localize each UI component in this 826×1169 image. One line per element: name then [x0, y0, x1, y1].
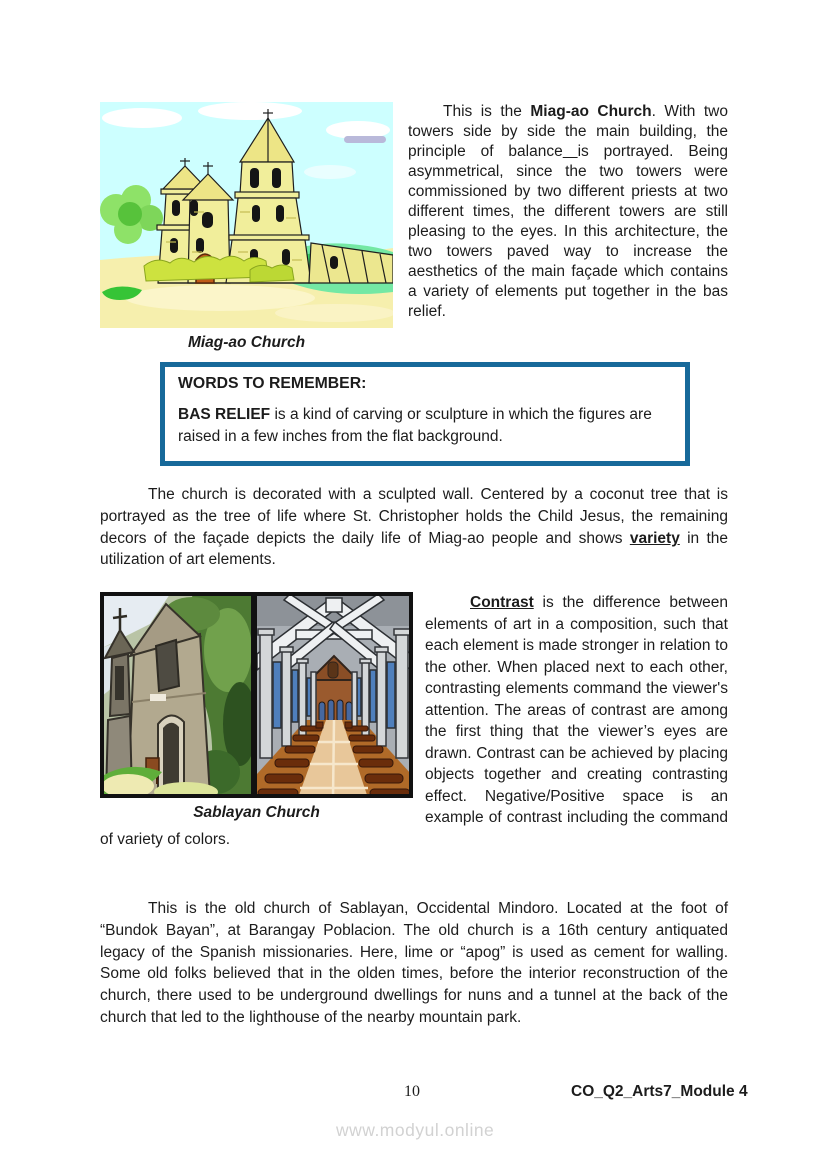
- document-code: CO_Q2_Arts7_Module 4: [571, 1083, 748, 1100]
- miagao-text-mid: . With two towers side by side the main building, the principle of balance: [408, 103, 728, 160]
- sablayan-church-exterior-illustration: [102, 594, 257, 798]
- negative-positive-text: Negative/Positive space is an example of contrast including the command of variety of colors.: [100, 787, 729, 848]
- sablayan-church-interior-illustration: [257, 594, 411, 798]
- variety-text-after: in the utilization of art elements.: [100, 529, 728, 569]
- sablayan-section: [100, 592, 728, 850]
- miagao-text-lead: This is the: [443, 103, 531, 120]
- sablayan-illustrations: [100, 592, 413, 798]
- variety-paragraph: [100, 484, 728, 571]
- words-box-title: WORDS TO REMEMBER:: [178, 375, 367, 392]
- words-box-term: BAS RELIEF: [178, 406, 271, 423]
- miagao-caption: Miag-ao Church: [187, 334, 306, 351]
- variety-section: [100, 484, 728, 571]
- contrast-text: is the difference between elements of art in a composition, such that each element is made stronger in relation to the other. When placed next to each other, contrasting elements command the viewer's attention. The areas of contrast are among the first thing that the viewer’s eyes are drawn. Contrast can be achieved by placing objects together and creating contrasting effect.: [425, 594, 728, 805]
- words-box-definition: [178, 404, 669, 448]
- sablayan-caption: Sablayan Church: [193, 804, 320, 821]
- words-box-definition-text: is a kind of carving or sculpture in which the figures are raised in a few inches from the flat background.: [178, 406, 652, 445]
- sablayan-figure: [100, 592, 413, 822]
- contrast-term: Contrast: [470, 594, 534, 611]
- variety-text-before: The church is decorated with a sculpted wall. Centered by a coconut tree that is portrayed as the tree of life where St. Christopher holds the Child Jesus, the remaining decors of the façade depicts the daily life of Miag-ao people and shows: [100, 486, 728, 547]
- miagao-text-rest: is portrayed. Being asymmetrical, since the two towers were commissioned by two different priests at two different times, the different towers are still pleasing to the eyes. In this architecture, the two towers paved way to increase the aesthetics of the main façade which contains a variety of elements put together in the bas relief.: [408, 143, 728, 320]
- page-number: 10: [404, 1083, 420, 1100]
- underlined-space: [563, 143, 578, 160]
- watermark: www.modyul.online: [336, 1120, 495, 1140]
- miagao-figure: [100, 102, 393, 352]
- miagao-section: [100, 102, 728, 352]
- miagao-church-illustration: [100, 102, 393, 328]
- bushes: [144, 256, 268, 281]
- words-to-remember-box: [160, 362, 690, 466]
- image-divider: [251, 594, 257, 796]
- history-section: [100, 898, 728, 1029]
- miagao-text-bold: Miag-ao Church: [530, 103, 652, 120]
- history-paragraph: This is the old church of Sablayan, Occidental Mindoro. Located at the foot of “Bundok Bayan”, at Barangay Poblacion. The old church is a 16th century antiquated legacy of the Spanish missionaries. Here, lime or “apog” is used as cement for walling. Some old folks believed that in the olden times, before the interior reconstruction of the church, there used to be underground dwellings for nuns and a tunnel at the back of the church that led to the lighthouse of the nearby mountain park.: [100, 900, 728, 1026]
- variety-highlight: variety: [629, 529, 680, 547]
